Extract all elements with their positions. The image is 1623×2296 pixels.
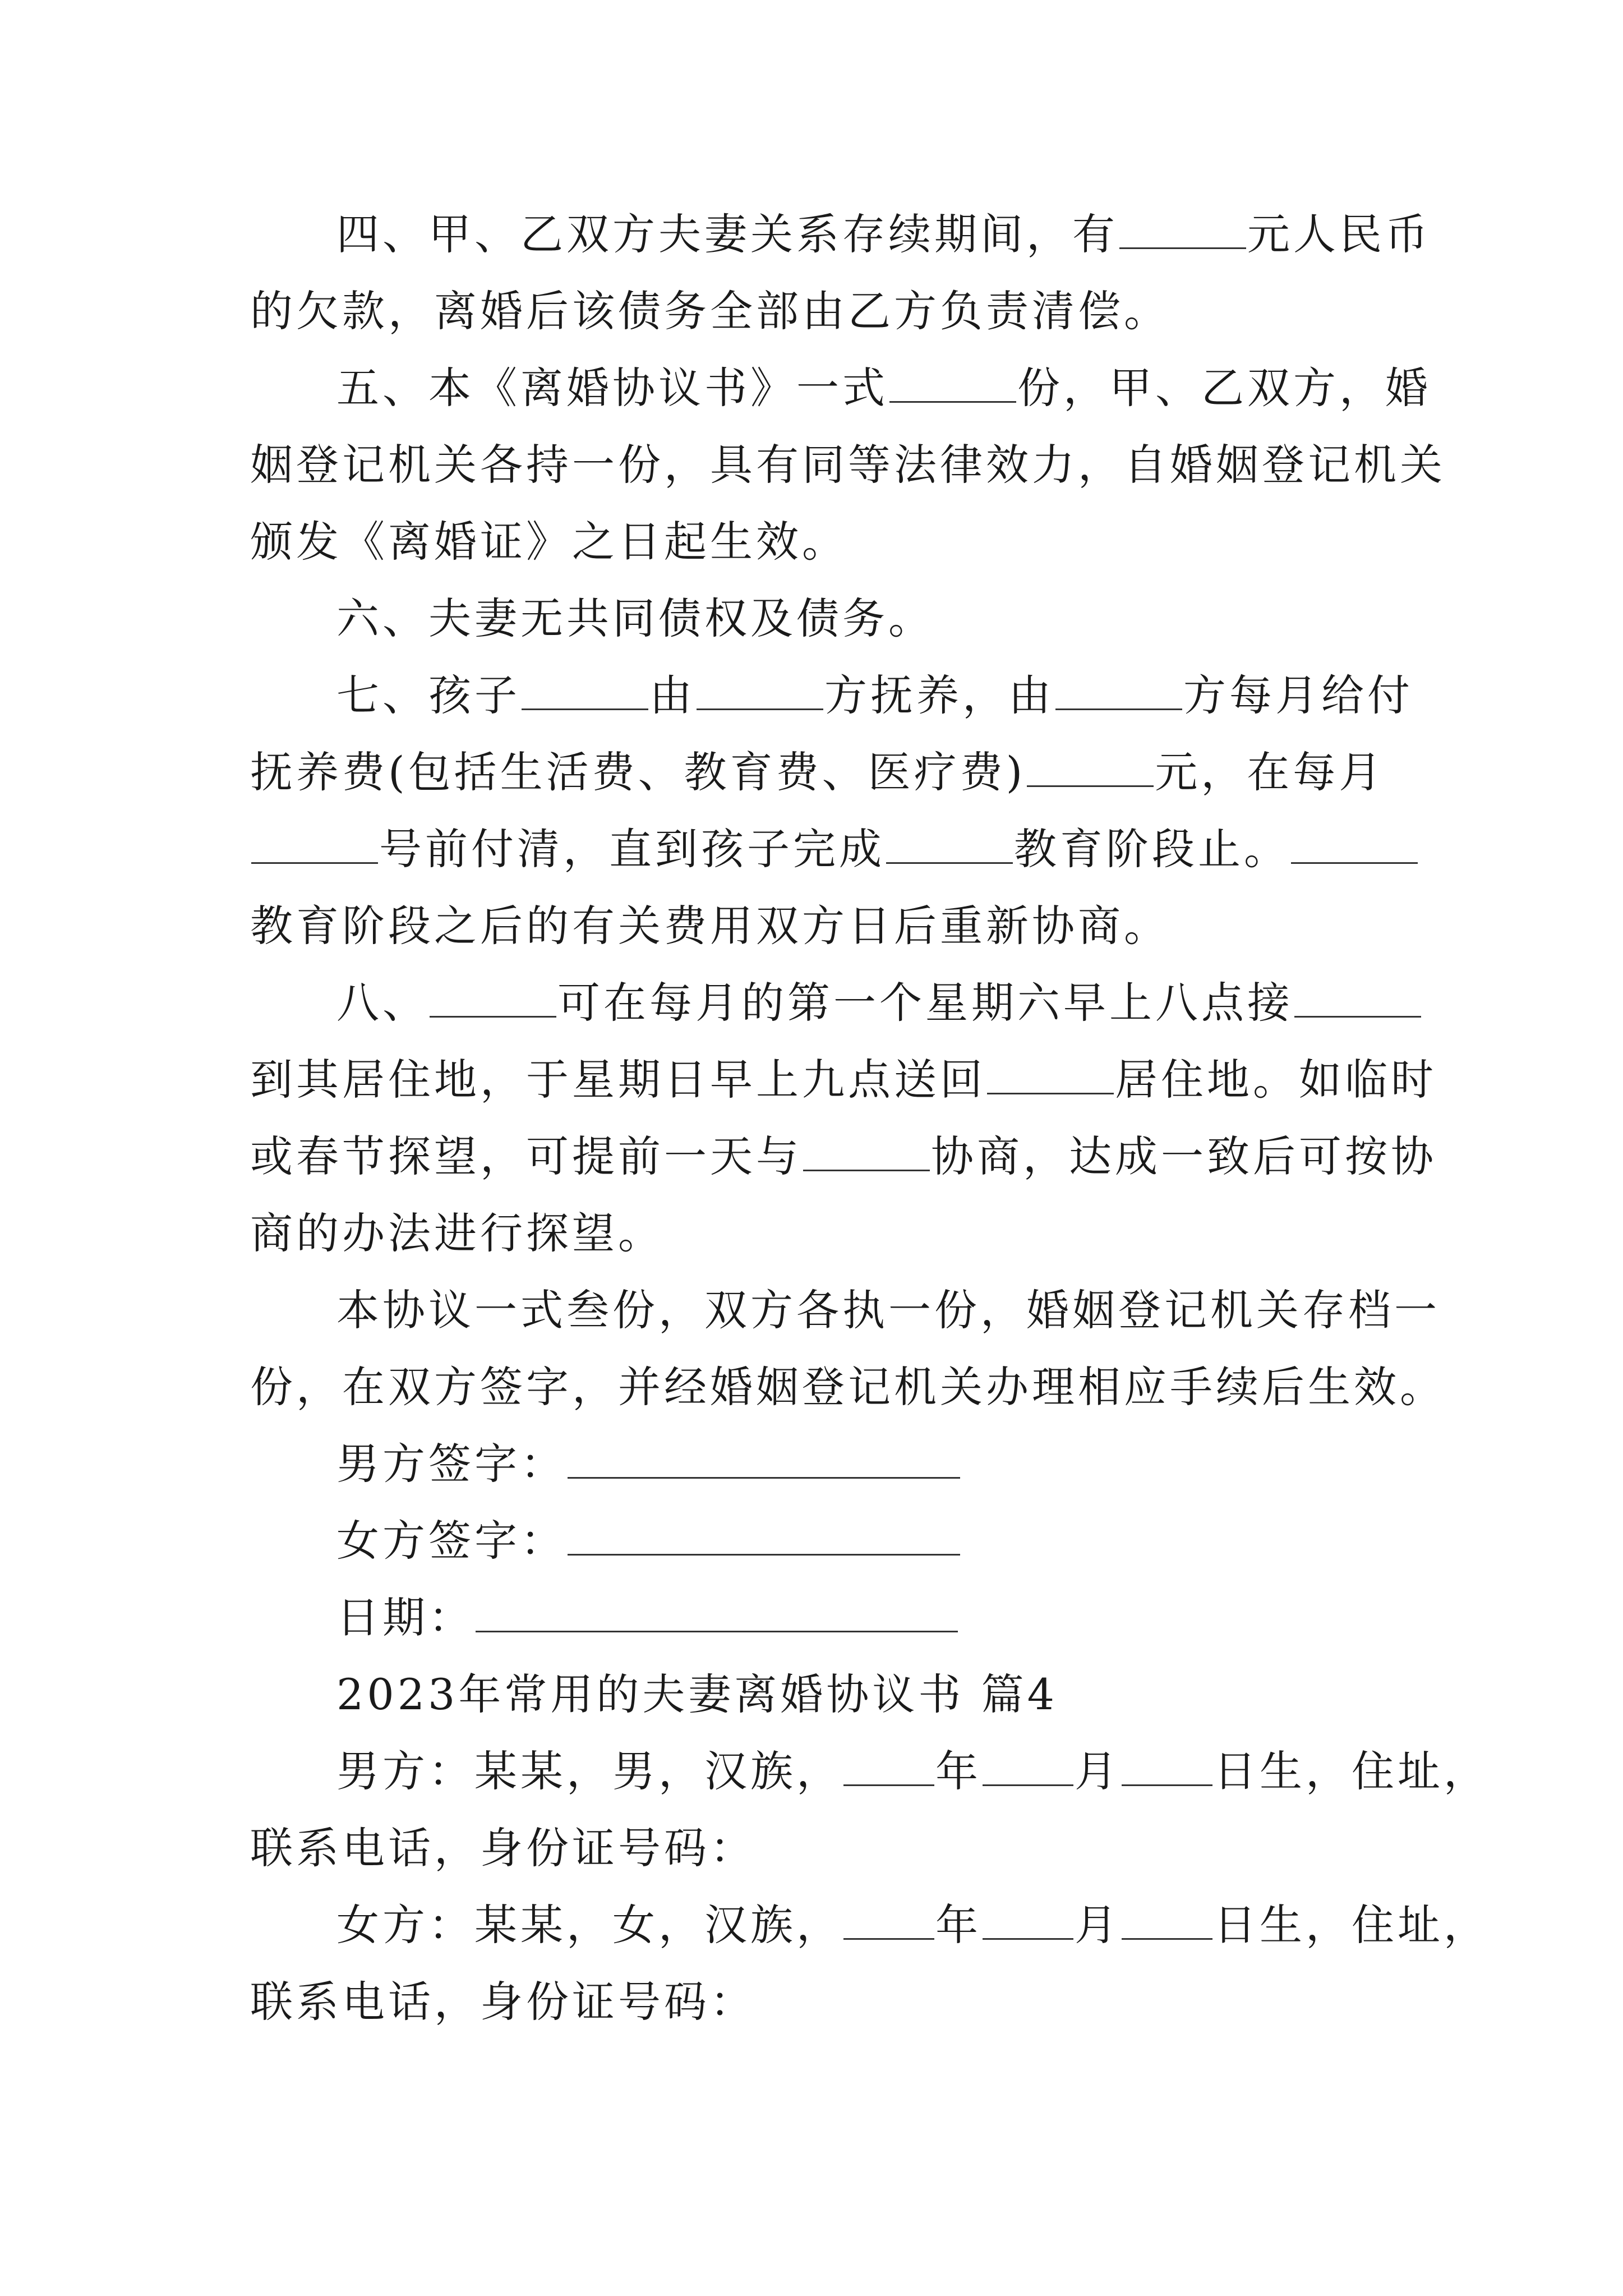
- fill-blank: [430, 983, 556, 1018]
- closing-line-1: 本协议一式叁份，双方各执一份，婚姻登记机关存档一: [336, 1285, 1440, 1335]
- male-signature-line: 男方签字：: [336, 1436, 961, 1492]
- clause-8-line-1: 八、 可在每月的第一个星期六早上八点接: [336, 975, 1422, 1031]
- male-info-line-2: 联系电话，身份证号码：: [250, 1823, 756, 1873]
- fill-blank: [843, 1752, 934, 1786]
- fill-blank: [1027, 753, 1154, 787]
- female-info-line-2: 联系电话，身份证号码：: [250, 1977, 756, 2027]
- fill-blank: [886, 830, 1013, 864]
- female-signature-blank: [568, 1521, 960, 1556]
- clause-7-line-3: 号前付清，直到孩子完成 教育阶段止。: [250, 821, 1419, 877]
- fill-blank: [251, 830, 378, 864]
- fill-blank: [522, 676, 648, 710]
- clause-7-line-2: 抚养费(包括生活费、教育费、医疗费) 元，在每月: [250, 747, 1385, 797]
- fill-blank: [1122, 1752, 1212, 1786]
- clause-8-line-2: 到其居住地，于星期日早上九点送回 居住地。如临时: [250, 1055, 1437, 1105]
- clause-5-line-3: 颁发《离婚证》之日起生效。: [250, 517, 848, 567]
- female-signature-line: 女方签字：: [336, 1513, 961, 1569]
- fill-blank: [889, 369, 1016, 403]
- male-info-line-1: 男方：某某，男，汉族， 年 月 日生，住址，: [336, 1746, 1490, 1796]
- clause-7-line-4: 教育阶段之后的有关费用双方日后重新协商。: [250, 901, 1170, 951]
- fill-blank: [1055, 676, 1182, 710]
- fill-blank: [983, 1752, 1073, 1786]
- clause-5-line-2: 姻登记机关各持一份，具有同等法律效力，自婚姻登记机关: [250, 440, 1446, 490]
- clause-4-line-1: 四、甲、乙双方夫妻关系存续期间，有 元人民币: [336, 209, 1431, 259]
- closing-line-2: 份，在双方签字，并经婚姻登记机关办理相应手续后生效。: [250, 1362, 1446, 1412]
- date-line: 日期：: [336, 1590, 959, 1646]
- clause-8-line-4: 商的办法进行探望。: [250, 1208, 664, 1258]
- clause-5-line-1: 五、本《离婚协议书》一式 份，甲、乙双方，婚: [336, 363, 1431, 413]
- clause-4-line-2: 的欠款，离婚后该债务全部由乙方负责清偿。: [250, 286, 1170, 336]
- fill-blank: [843, 1906, 934, 1940]
- clause-6-line-1: 六、夫妻无共同债权及债务。: [336, 593, 934, 643]
- section-heading: 2023年常用的夫妻离婚协议书 篇4: [336, 1669, 1058, 1719]
- fill-blank: [1122, 1906, 1212, 1940]
- fill-blank: [697, 676, 823, 710]
- fill-blank: [1119, 215, 1246, 249]
- fill-blank: [1294, 983, 1421, 1018]
- fill-blank: [803, 1137, 930, 1171]
- date-blank: [476, 1598, 958, 1632]
- fill-blank: [983, 1906, 1073, 1940]
- clause-8-line-3: 或春节探望，可提前一天与 协商，达成一致后可按协: [250, 1131, 1437, 1181]
- female-info-line-1: 女方：某某，女，汉族， 年 月 日生，住址，: [336, 1900, 1490, 1950]
- fill-blank: [987, 1060, 1114, 1094]
- clause-7-line-1: 七、孩子 由 方抚养，由 方每月给付: [336, 670, 1413, 720]
- fill-blank: [1291, 830, 1418, 864]
- male-signature-blank: [568, 1444, 960, 1479]
